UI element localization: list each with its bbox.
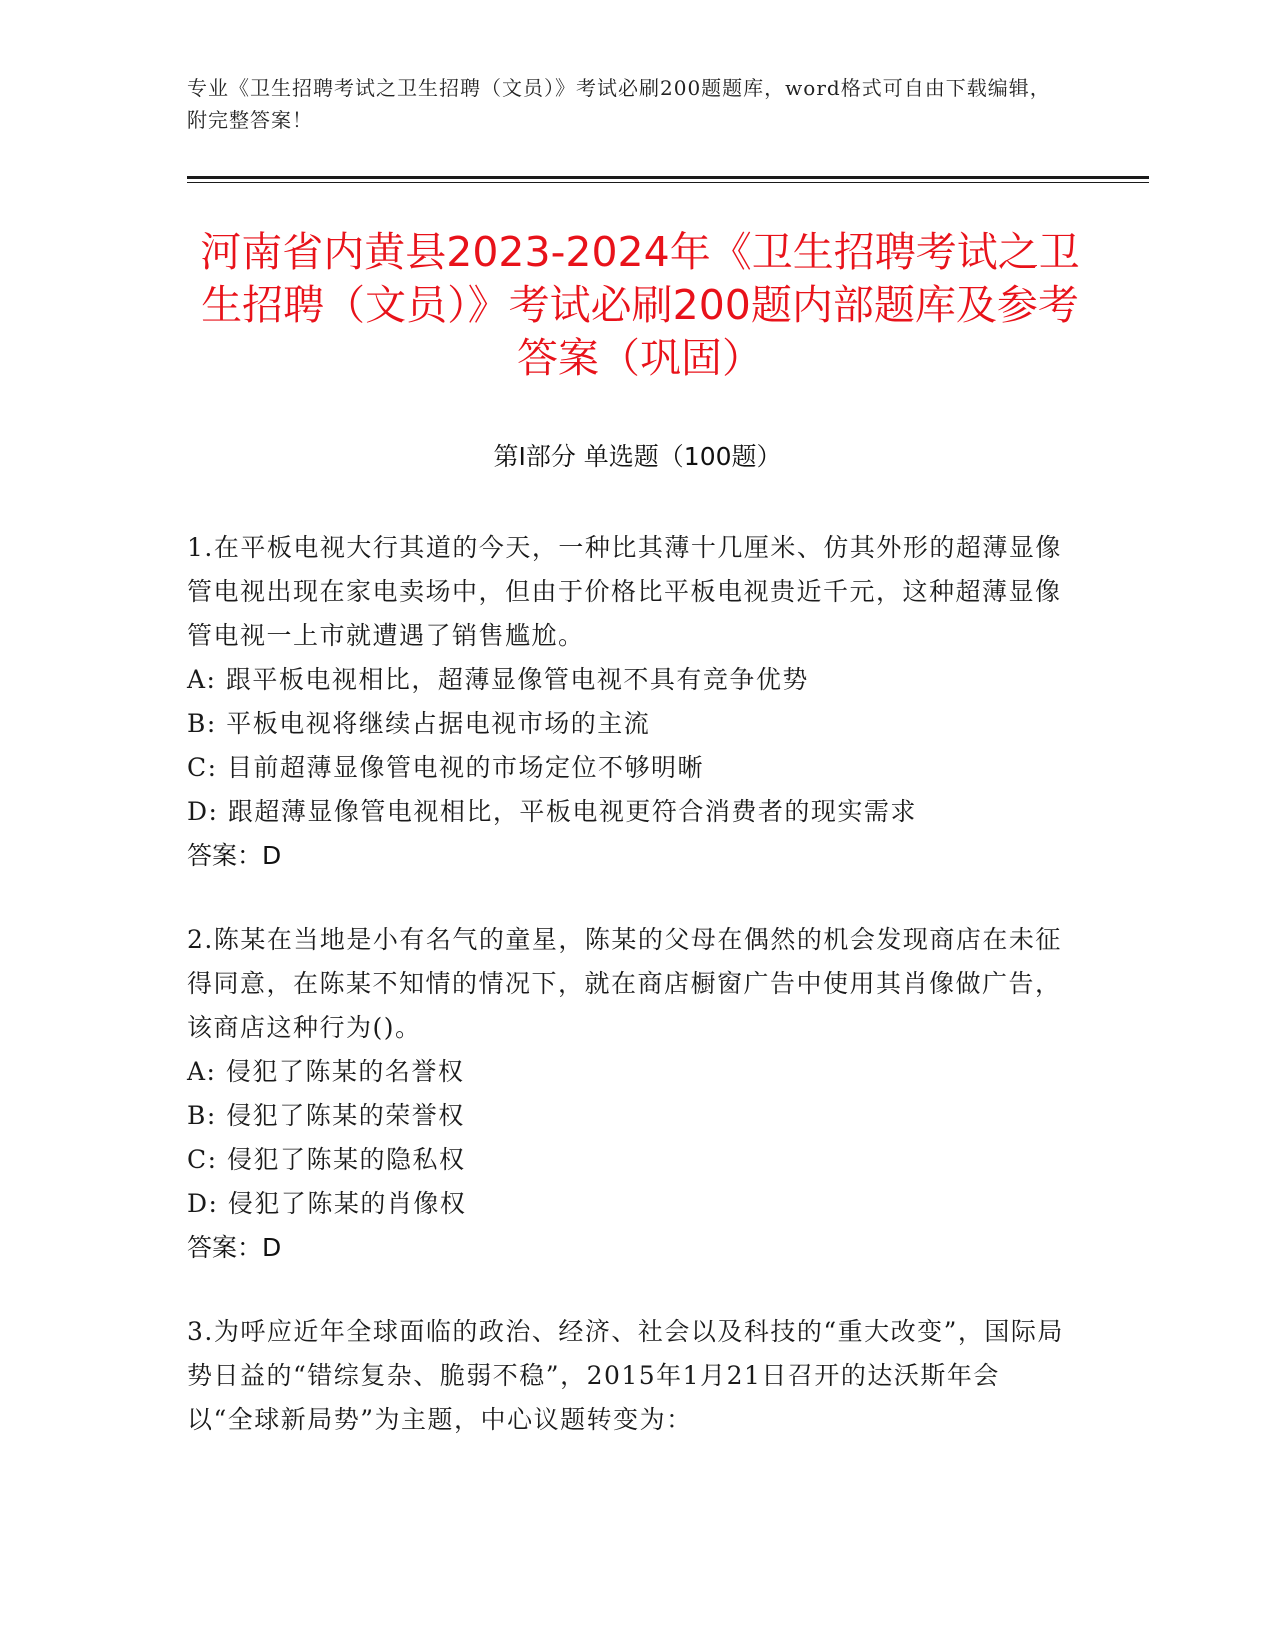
question-stem: 1.在平板电视大行其道的今天，一种比其薄十几厘米、仿其外形的超薄显像管电视出现在家电卖场中，但由于价格比平板电视贵近千元，这种超薄显像管电视一上市就遭遇了销售尴尬。 <box>187 533 1062 650</box>
option-c: C: 目前超薄显像管电视的市场定位不够明晰 <box>187 753 704 782</box>
question-stem: 3.为呼应近年全球面临的政治、经济、社会以及科技的“重大改变”，国际局势日益的“错综复杂、脆弱不稳”，2015年1月21日召开的达沃斯年会以“全球新局势”为主题，中心议题转变为： <box>187 1317 1064 1434</box>
document-title: 河南省内黄县2023-2024年《卫生招聘考试之卫生招聘（文员）》考试必刷200题内部题库及参考答案（巩固） <box>200 228 1080 382</box>
question-list <box>187 526 1067 1482</box>
question-3 <box>187 1310 1067 1442</box>
header-rule-thick <box>187 176 1149 179</box>
option-b: B: 平板电视将继续占据电视市场的主流 <box>187 709 651 738</box>
option-c: C: 侵犯了陈某的隐私权 <box>187 1145 466 1174</box>
answer: 答案：D <box>187 841 282 870</box>
question-stem: 2.陈某在当地是小有名气的童星，陈某的父母在偶然的机会发现商店在未征得同意，在陈某不知情的情况下，就在商店橱窗广告中使用其肖像做广告，该商店这种行为()。 <box>187 925 1062 1042</box>
option-d: D: 跟超薄显像管电视相比，平板电视更符合消费者的现实需求 <box>187 797 917 826</box>
option-b: B: 侵犯了陈某的荣誉权 <box>187 1101 465 1130</box>
question-2 <box>187 918 1067 1270</box>
option-d: D: 侵犯了陈某的肖像权 <box>187 1189 467 1218</box>
option-a: A: 侵犯了陈某的名誉权 <box>187 1057 465 1086</box>
header-note: 专业《卫生招聘考试之卫生招聘（文员）》考试必刷200题题库，word格式可自由下载编辑，附完整答案！ <box>187 76 1051 132</box>
option-a: A: 跟平板电视相比，超薄显像管电视不具有竞争优势 <box>187 665 809 694</box>
section-title: 第I部分 单选题（100题） <box>493 442 782 471</box>
answer: 答案：D <box>187 1233 282 1262</box>
header-rule-thin <box>187 182 1149 183</box>
question-1 <box>187 526 1067 878</box>
